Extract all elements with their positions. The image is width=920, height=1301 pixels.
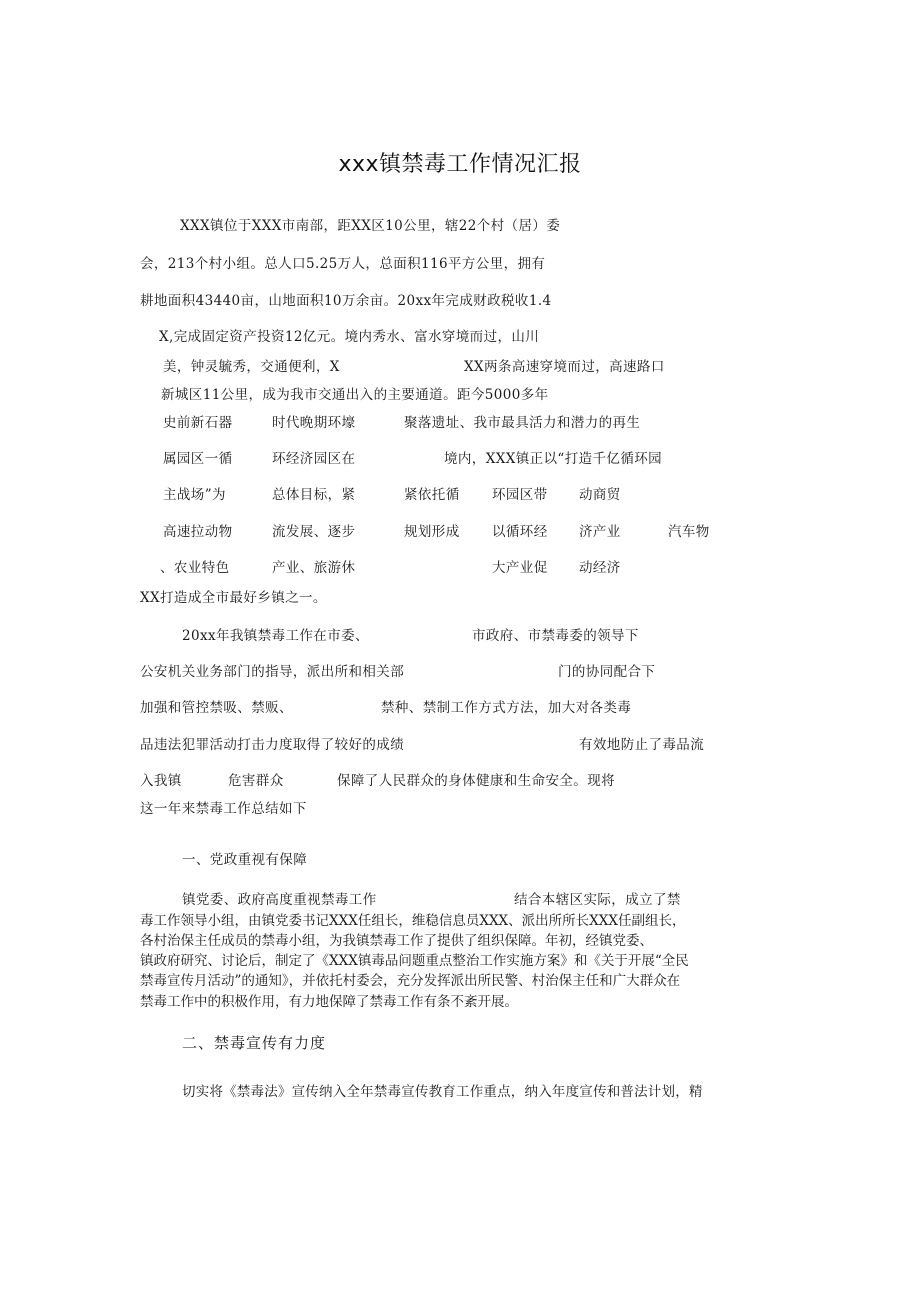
intro-line-2: 会，213个村小组。总人口5.25万人，总面积116平方公里，拥有: [140, 256, 546, 272]
intro-line-11-part-d: 动经济: [579, 560, 621, 576]
summary-line-3-part-a: 加强和管控禁吸、禁贩、: [140, 700, 293, 716]
intro-line-8-part-b: 环经济园区在: [272, 451, 356, 467]
section-1-heading: 一、党政重视有保障: [182, 852, 308, 868]
summary-line-5-part-a: 入我镇: [140, 773, 182, 789]
document-title: xxx镇禁毒工作情况汇报: [338, 152, 582, 177]
intro-line-11-part-c: 大产业促: [492, 560, 548, 576]
section-1-line-6: 禁毒工作中的积极作用，有力地保障了禁毒工作有条不紊开展。: [140, 994, 518, 1010]
intro-line-8-part-c: 境内，XXX镇正以“打造千亿循环园: [444, 451, 663, 467]
summary-line-1-part-b: 市政府、市禁毒委的领导下: [472, 628, 639, 644]
intro-line-10-part-d: 以循环经: [492, 524, 548, 540]
summary-line-1-part-a: 20xx年我镇禁毒工作在市委、: [182, 628, 369, 644]
intro-line-1: XXX镇位于XXX市南部，距XX区10公里，辖22个村（居）委: [180, 218, 561, 234]
intro-line-9-part-e: 动商贸: [579, 487, 621, 503]
intro-line-6: 新城区11公里，成为我市交通出入的主要通道。距今5000多年: [161, 387, 549, 403]
intro-line-8-part-a: 属园区一循: [163, 451, 233, 467]
intro-line-9-part-d: 环园区带: [492, 487, 548, 503]
intro-line-9-part-a: 主战场”为: [163, 487, 226, 503]
intro-line-4: X,完成固定资产投资12亿元。境内秀水、富水穿境而过，山川: [159, 329, 540, 345]
intro-line-9-part-b: 总体目标，紧: [272, 487, 356, 503]
summary-line-3-part-b: 禁种、禁制工作方式方法，加大对各类毒: [381, 700, 632, 716]
intro-line-10-part-a: 高速拉动物: [163, 524, 233, 540]
summary-line-5-part-b: 危害群众: [228, 773, 284, 789]
intro-line-10-part-c: 规划形成: [404, 524, 460, 540]
section-1-line-4: 镇政府研究、讨论后，制定了《XXX镇毒品问题重点整治工作实施方案》和《关于开展“全民: [140, 953, 689, 969]
section-2-line-1: 切实将《禁毒法》宣传纳入全年禁毒宣传教育工作重点，纳入年度宣传和普法计划，精: [182, 1084, 703, 1100]
intro-line-10-part-e: 济产业: [579, 524, 621, 540]
intro-line-7-part-b: 时代晚期环壕: [272, 415, 356, 431]
section-1-line-1-part-a: 镇党委、政府高度重视禁毒工作: [182, 892, 377, 908]
intro-line-9-part-c: 紧依托循: [404, 487, 460, 503]
intro-line-3: 耕地面积43440亩，山地面积10万余亩。20xx年完成财政税收1.4: [140, 293, 552, 309]
summary-line-4-part-b: 有效地防止了毒品流: [579, 737, 705, 753]
intro-line-7-part-c: 聚落遗址、我市最具活力和潜力的再生: [404, 415, 641, 431]
intro-line-11-part-b: 产业、旅游休: [272, 560, 356, 576]
section-1-line-5: 禁毒宣传月活动”的通知》，并依托村委会，充分发挥派出所民警、村治保主任和广大群众在: [140, 973, 681, 989]
summary-line-2-part-a: 公安机关业务部门的指导，派出所和相关部: [140, 664, 405, 680]
section-1-line-1-part-b: 结合本辖区实际，成立了禁: [514, 892, 681, 908]
intro-line-5-part-b: XX两条高速穿境而过，高速路口: [464, 359, 665, 375]
summary-line-6: 这一年来禁毒工作总结如下: [140, 801, 307, 817]
section-2-heading: 二、禁毒宣传有力度: [182, 1034, 327, 1052]
intro-line-7-part-a: 史前新石器: [163, 415, 233, 431]
section-1-line-2: 毒工作领导小组，由镇党委书记XXX任组长，维稳信息员XXX、派出所所长XXX任副组长，: [140, 913, 686, 929]
summary-line-5-part-c: 保障了人民群众的身体健康和生命安全。现将: [337, 773, 615, 789]
intro-line-10-part-f: 汽车物: [668, 524, 710, 540]
summary-line-4-part-a: 品违法犯罪活动打击力度取得了较好的成绩: [140, 737, 405, 753]
intro-line-5-part-a: 美，钟灵毓秀，交通便利，X: [163, 359, 340, 375]
intro-line-12: XX打造成全市最好乡镇之一。: [140, 590, 327, 606]
summary-line-2-part-b: 门的协同配合下: [558, 664, 656, 680]
intro-line-10-part-b: 流发展、逐步: [272, 524, 356, 540]
section-1-line-3: 各村治保主任成员的禁毒小组，为我镇禁毒工作了提供了组织保障。年初，经镇党委、: [140, 933, 653, 949]
intro-line-11-part-a: 、农业特色: [160, 560, 230, 576]
